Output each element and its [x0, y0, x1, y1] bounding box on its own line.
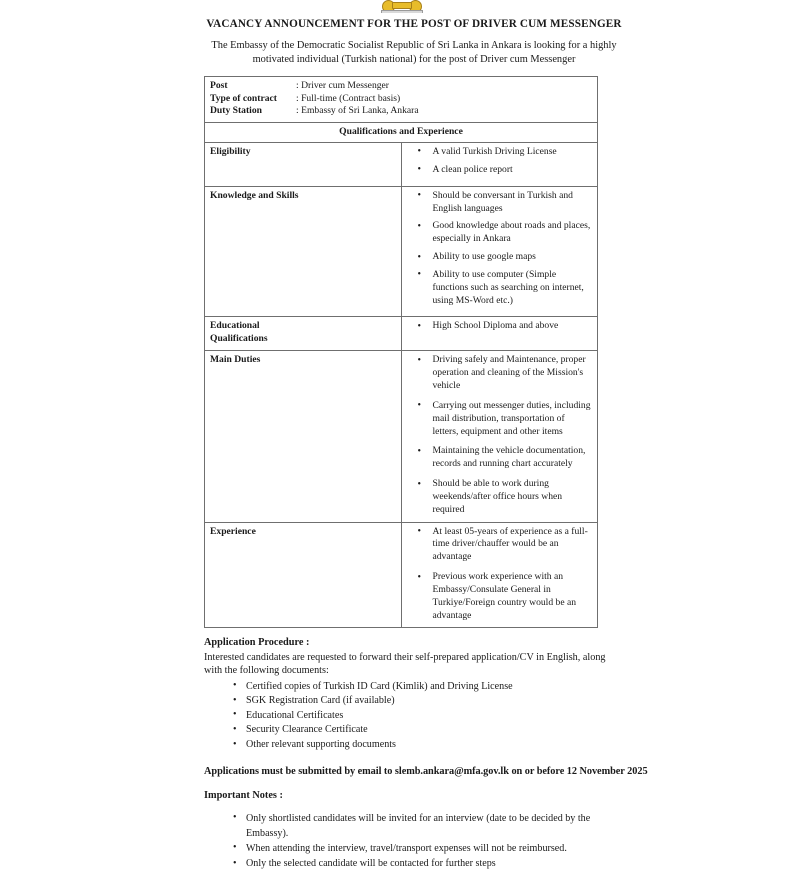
- document-content: [204, 13, 648, 871]
- list-item: • Other relevant supporting documents: [246, 738, 624, 753]
- list-item: • Educational Certificates: [246, 709, 624, 724]
- table-row-educational-qualifications: [205, 317, 598, 351]
- table-row-main-duties: [205, 351, 598, 522]
- list-item: • Maintaining the vehicle documentation, records and running chart accurately: [433, 445, 593, 471]
- summary-value-type-of-contract: : Full-time (Contract basis): [296, 92, 401, 104]
- list-item: • A clean police report: [433, 164, 593, 177]
- important-notes-list: [204, 811, 624, 871]
- row-body-experience: [401, 522, 598, 628]
- application-procedure-paragraph: Interested candidates are requested to forward their self-prepared application/CV in English, along with the following documents:: [204, 652, 606, 677]
- list-item: • Should be able to work during weekends/after office hours when required: [433, 478, 593, 517]
- row-label-main-duties: Main Duties: [205, 351, 402, 522]
- list-item: • Only shortlisted candidates will be invited for an interview (date to be decided by the Embassy).: [246, 811, 624, 841]
- list-item: • Ability to use google maps: [433, 251, 593, 264]
- table-row-eligibility: [205, 142, 598, 186]
- summary-key-post: Post: [210, 80, 228, 92]
- summary-key-duty-station: Duty Station: [210, 105, 262, 117]
- list-item: • Certified copies of Turkish ID Card (Kimlik) and Driving License: [246, 680, 624, 695]
- intro-paragraph: The Embassy of the Democratic Socialist Republic of Sri Lanka in Ankara is looking for a highly motivated individual (Turkish national) for the post of Driver cum Messenger: [211, 40, 617, 66]
- list-item: • Good knowledge about roads and places, especially in Ankara: [433, 220, 593, 246]
- summary-row-post: [210, 80, 592, 92]
- summary-cell: [205, 77, 598, 122]
- application-procedure-title: Application Procedure :: [204, 637, 310, 649]
- row-body-educational-qualifications: [401, 317, 598, 351]
- page-title: VACANCY ANNOUNCEMENT FOR THE POST OF DRIVER CUM MESSENGER: [206, 18, 622, 30]
- important-notes-title: Important Notes :: [204, 789, 283, 801]
- table-row-knowledge-and-skills: [205, 186, 598, 317]
- table-row-summary: [205, 77, 598, 122]
- required-documents-list: [204, 680, 624, 753]
- list-item: • SGK Registration Card (if available): [246, 694, 624, 709]
- vacancy-details-table: [204, 76, 598, 628]
- application-procedure-section: [204, 636, 624, 752]
- educational-qualifications-list: [407, 320, 593, 333]
- row-body-eligibility: [401, 142, 598, 186]
- eligibility-list: [407, 146, 593, 177]
- knowledge-and-skills-list: [407, 190, 593, 308]
- list-item: • Should be conversant in Turkish and English languages: [433, 190, 593, 216]
- list-item: • Security Clearance Certificate: [246, 723, 624, 738]
- table-row-experience: [205, 522, 598, 628]
- summary-value-duty-station: : Embassy of Sri Lanka, Ankara: [296, 105, 419, 117]
- row-body-main-duties: [401, 351, 598, 522]
- summary-row-duty-station: [210, 105, 592, 117]
- experience-list: [407, 526, 593, 623]
- section-header-qualifications: Qualifications and Experience: [205, 122, 598, 142]
- list-item: • High School Diploma and above: [433, 320, 593, 333]
- list-item: • Driving safely and Maintenance, proper operation and cleaning of the Mission's vehicle: [433, 354, 593, 393]
- row-body-knowledge-and-skills: [401, 186, 598, 317]
- summary-key-type-of-contract: Type of contract: [210, 92, 277, 104]
- emblem-bar: [392, 2, 412, 9]
- list-item: • A valid Turkish Driving License: [433, 146, 593, 159]
- list-item: • Ability to use computer (Simple functions such as searching on internet, using MS-Word etc.): [433, 269, 593, 308]
- row-label-eligibility: Eligibility: [205, 142, 402, 186]
- list-item: • Carrying out messenger duties, including mail distribution, transportation of letters, equipment and other items: [433, 400, 593, 439]
- sri-lanka-embassy-emblem-icon: [382, 0, 422, 13]
- list-item: • Only the selected candidate will be contacted for further steps: [246, 856, 624, 871]
- list-item: • When attending the interview, travel/transport expenses will not be reimbursed.: [246, 841, 624, 856]
- row-label-experience: Experience: [205, 522, 402, 628]
- emblem-container: [0, 0, 804, 13]
- summary-value-post: : Driver cum Messenger: [296, 80, 389, 92]
- list-item: • Previous work experience with an Embassy/Consulate General in Turkiye/Foreign country would be an advantage: [433, 571, 593, 622]
- row-label-knowledge-and-skills: Knowledge and Skills: [205, 186, 402, 317]
- summary-row-type-of-contract: [210, 93, 592, 105]
- list-item: • At least 05-years of experience as a full-time driver/chauffer would be an advantage: [433, 526, 593, 565]
- main-duties-list: [407, 354, 593, 516]
- row-label-educational-qualifications: Educational Qualifications: [205, 317, 402, 351]
- submission-instruction: Applications must be submitted by email to slemb.ankara@mfa.gov.lk on or before 12 November 2025: [204, 765, 648, 777]
- table-row-section-header: [205, 122, 598, 142]
